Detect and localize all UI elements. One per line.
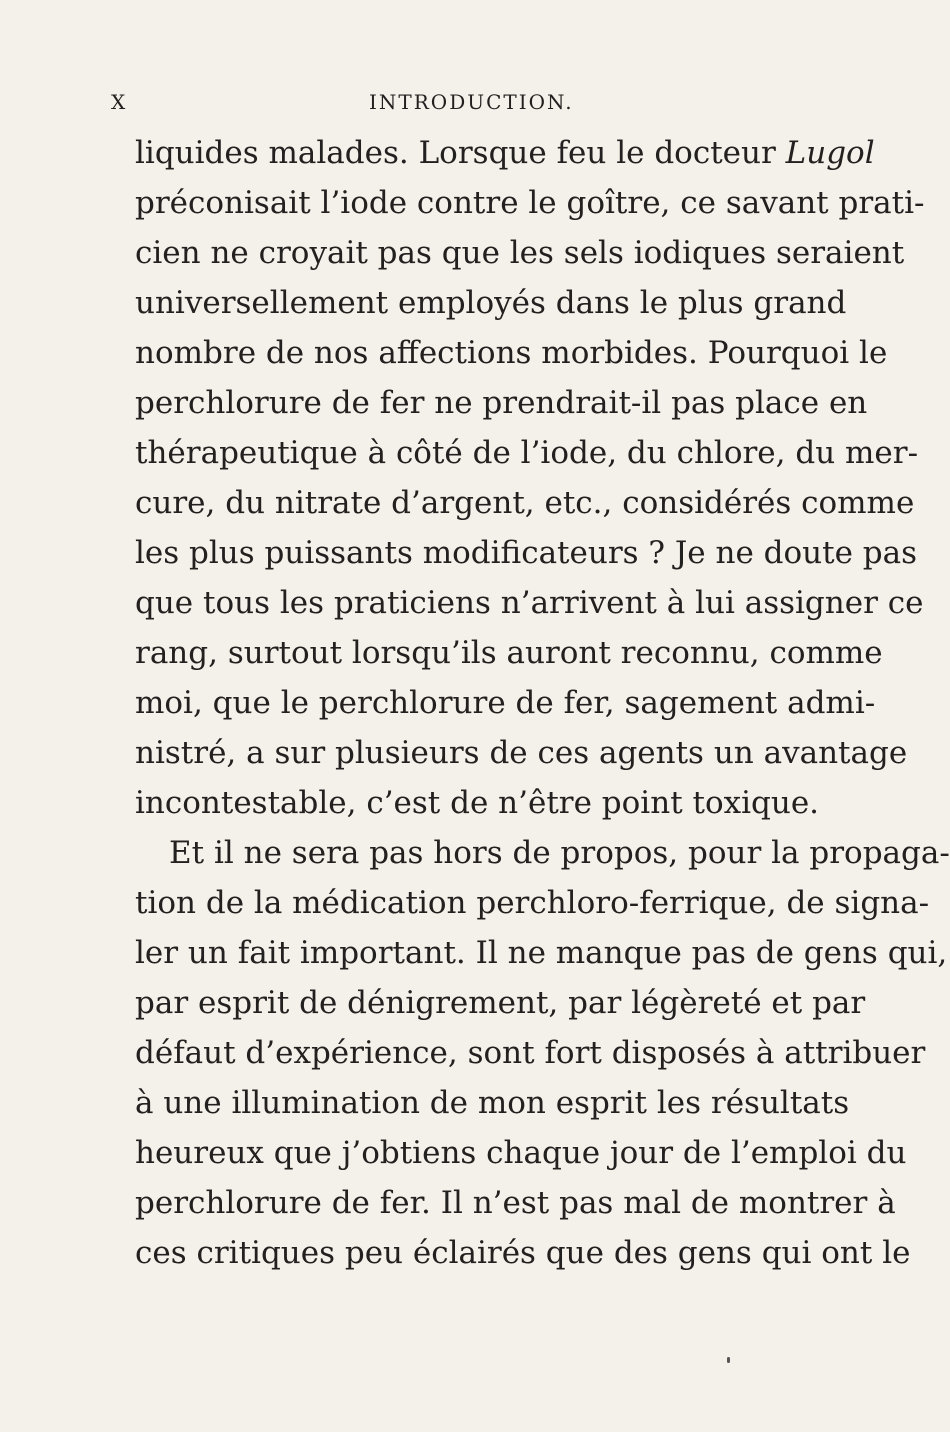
text-line: heureux que j’obtiens chaque jour de l’emploi du <box>135 1135 907 1171</box>
text-line: universellement employés dans le plus grand <box>135 285 847 321</box>
text-line: défaut d’expérience, sont fort disposés à attribuer <box>135 1035 926 1071</box>
text-line: cien ne croyait pas que les sels iodiques seraient <box>135 235 905 271</box>
text-line: rang, surtout lorsqu’ils auront reconnu, comme <box>135 635 883 671</box>
text-line: nistré, a sur plusieurs de ces agents un avantage <box>135 735 908 771</box>
text-line: par esprit de dénigrement, par légèreté et par <box>135 985 866 1021</box>
text-line: Et il ne sera pas hors de propos, pour la propaga- <box>169 835 950 871</box>
text-line: ces critiques peu éclairés que des gens qui ont le <box>135 1235 911 1271</box>
text-line: thérapeutique à côté de l’iode, du chlore, du mer- <box>135 435 919 471</box>
body-text <box>135 128 950 1278</box>
text-line: ler un fait important. Il ne manque pas de gens qui, <box>135 935 948 971</box>
text-line: tion de la médication perchloro-ferrique, de signa- <box>135 885 930 921</box>
text-line: perchlorure de fer. Il n’est pas mal de montrer à <box>135 1185 896 1221</box>
running-head: INTRODUCTION. <box>369 90 574 114</box>
text-line <box>135 128 875 178</box>
text-line: perchlorure de fer ne prendrait-il pas place en <box>135 385 868 421</box>
text-line: incontestable, c’est de n’être point toxique. <box>135 785 820 821</box>
page-number: X <box>111 90 127 114</box>
text-line: que tous les praticiens n’arrivent à lui assigner ce <box>135 585 924 621</box>
text-line: les plus puissants modificateurs ? Je ne doute pas <box>135 535 918 571</box>
paragraph-1 <box>135 128 925 828</box>
paragraph-2 <box>135 828 950 1278</box>
text-line: cure, du nitrate d’argent, etc., considérés comme <box>135 485 915 521</box>
italic-name: Lugol <box>785 135 875 171</box>
ink-spot <box>727 1357 730 1363</box>
page-header <box>0 90 800 122</box>
text-line-start: liquides malades. Lorsque feu le docteur <box>135 135 786 171</box>
text-line: à une illumination de mon esprit les résultats <box>135 1085 850 1121</box>
text-line: nombre de nos affections morbides. Pourquoi le <box>135 335 888 371</box>
text-line: préconisait l’iode contre le goître, ce savant prati- <box>135 185 925 221</box>
text-line: moi, que le perchlorure de fer, sagement admi- <box>135 685 876 721</box>
